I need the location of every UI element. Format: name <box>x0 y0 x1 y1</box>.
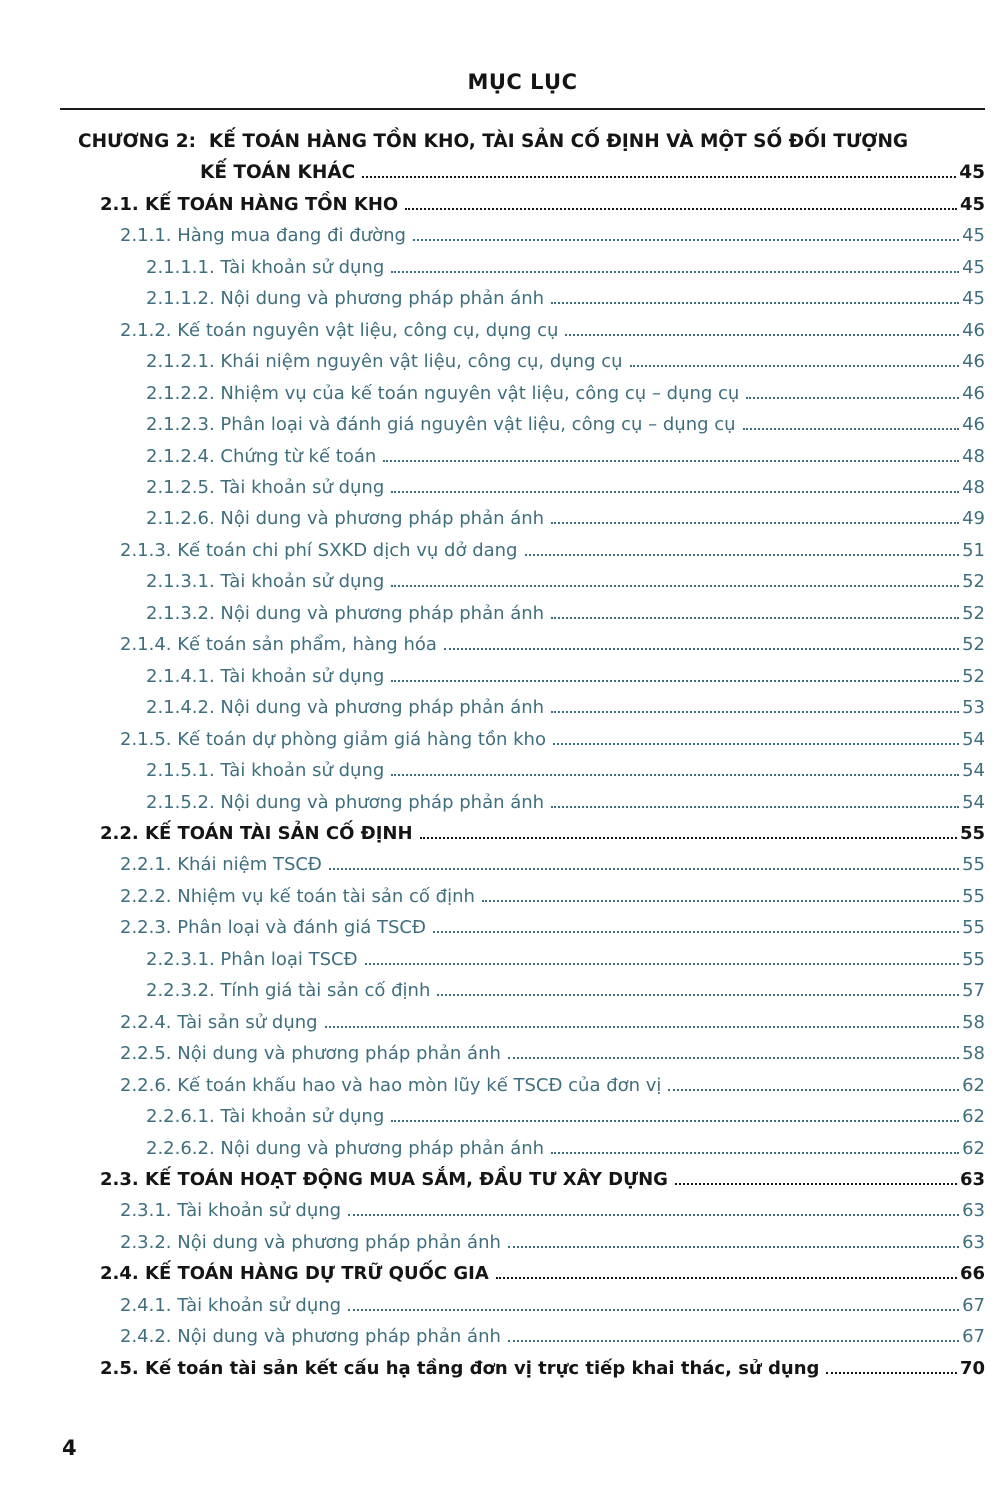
leader-dots <box>551 1152 959 1154</box>
toc-entry <box>146 252 985 283</box>
toc-entry <box>146 346 985 377</box>
toc-page-number: 52 <box>962 634 985 656</box>
toc-page-number: 54 <box>962 760 985 782</box>
leader-dots <box>565 334 959 336</box>
toc-page-number: 51 <box>962 539 985 561</box>
toc-entry-label: 2.2.5. Nội dung và phương pháp phản ánh <box>120 1043 501 1065</box>
toc-entry <box>120 849 985 880</box>
toc-entry-label: 2.1.5.1. Tài khoản sử dụng <box>146 760 385 782</box>
toc-entry <box>146 409 985 440</box>
header-divider <box>60 108 985 110</box>
toc-entry-label: 2.2.1. Khái niệm TSCĐ <box>120 854 322 876</box>
toc-page-number: 45 <box>959 162 985 184</box>
toc-entry <box>146 661 985 692</box>
toc-entry-label: 2.1.2.4. Chứng từ kế toán <box>146 445 377 467</box>
toc-entry-label: KẾ TOÁN KHÁC <box>200 162 356 184</box>
toc-entry-label: 2.1.4.2. Nội dung và phương pháp phản ánh <box>146 697 545 719</box>
toc-entry <box>146 472 985 503</box>
leader-dots <box>362 176 956 178</box>
toc-page-number: 63 <box>959 1168 985 1190</box>
leader-dots <box>391 680 959 682</box>
leader-dots <box>348 1309 959 1311</box>
toc-entry-label: 2.1. KẾ TOÁN HÀNG TỒN KHO <box>100 193 399 215</box>
footer-page-number: 4 <box>62 1436 77 1460</box>
toc-entry <box>100 189 985 220</box>
toc-page-number: 54 <box>962 728 985 750</box>
toc-entry <box>146 566 985 597</box>
toc-page-number: 63 <box>962 1231 985 1253</box>
toc-page-number: 45 <box>962 256 985 278</box>
toc-page-number: 52 <box>962 571 985 593</box>
toc-entry <box>120 1007 985 1038</box>
toc-entry-label: 2.1.3. Kế toán chi phí SXKD dịch vụ dở dang <box>120 539 518 561</box>
leader-dots <box>508 1246 959 1248</box>
leader-dots <box>668 1089 959 1091</box>
toc-page-number: 48 <box>962 445 985 467</box>
toc-page-number: 54 <box>962 791 985 813</box>
toc-page-number: 46 <box>962 382 985 404</box>
toc-page-number: 45 <box>962 225 985 247</box>
toc-entry-label: 2.1.4. Kế toán sản phẩm, hàng hóa <box>120 634 437 656</box>
toc-entry <box>146 787 985 818</box>
toc-page-number: 53 <box>962 697 985 719</box>
toc-entry <box>120 1038 985 1069</box>
toc-page-number: 49 <box>962 508 985 530</box>
leader-dots <box>508 1340 959 1342</box>
leader-dots <box>391 491 959 493</box>
toc-entry-label: 2.2.2. Nhiệm vụ kế toán tài sản cố định <box>120 885 475 907</box>
leader-dots <box>437 994 959 996</box>
toc-entry <box>146 378 985 409</box>
toc-entry-label: 2.1.2.3. Phân loại và đánh giá nguyên vật liệu, công cụ – dụng cụ <box>146 414 736 436</box>
toc-page-number: 52 <box>962 665 985 687</box>
toc-page-number: 67 <box>962 1326 985 1348</box>
toc-entry <box>100 818 985 849</box>
toc-entry-label: 2.1.2.1. Khái niệm nguyên vật liệu, công cụ, dụng cụ <box>146 351 623 373</box>
toc-entry <box>120 315 985 346</box>
toc-entry <box>100 1258 985 1289</box>
page-title: MỤC LỤC <box>467 70 578 94</box>
toc-entry-label: 2.1.2. Kế toán nguyên vật liệu, công cụ, dụng cụ <box>120 319 559 341</box>
leader-dots <box>325 1026 959 1028</box>
toc-entry-label: 2.1.3.1. Tài khoản sử dụng <box>146 571 385 593</box>
toc-entry <box>146 975 985 1006</box>
toc-entry-label: 2.2.4. Tài sản sử dụng <box>120 1011 318 1033</box>
leader-dots <box>433 931 959 933</box>
toc-entry <box>100 1353 985 1384</box>
toc-page-number: 62 <box>962 1106 985 1128</box>
toc-page-number: 58 <box>962 1011 985 1033</box>
toc-entry-label: 2.2.6.2. Nội dung và phương pháp phản ánh <box>146 1137 545 1159</box>
toc-entry <box>120 1227 985 1258</box>
leader-dots <box>551 302 959 304</box>
toc-entry-label: 2.5. Kế toán tài sản kết cấu hạ tầng đơn vị trực tiếp khai thác, sử dụng <box>100 1357 820 1379</box>
leader-dots <box>551 806 959 808</box>
leader-dots <box>553 743 959 745</box>
toc-page-number: 45 <box>959 193 985 215</box>
toc-entry-label: 2.1.2.2. Nhiệm vụ của kế toán nguyên vật liệu, công cụ – dụng cụ <box>146 382 740 404</box>
toc-page-number: 55 <box>962 885 985 907</box>
leader-dots <box>329 868 959 870</box>
toc-entry-label: 2.2.3.1. Phân loại TSCĐ <box>146 948 358 970</box>
leader-dots <box>675 1183 957 1185</box>
toc-page-number: 58 <box>962 1043 985 1065</box>
toc-page-number: 63 <box>962 1200 985 1222</box>
toc-entry-label: 2.1.1.2. Nội dung và phương pháp phản ánh <box>146 288 545 310</box>
leader-dots <box>551 617 959 619</box>
leader-dots <box>405 208 957 210</box>
leader-dots <box>391 774 959 776</box>
toc-entry <box>120 1321 985 1352</box>
toc-entry-label: 2.4.2. Nội dung và phương pháp phản ánh <box>120 1326 501 1348</box>
toc-entry-label: 2.1.4.1. Tài khoản sử dụng <box>146 665 385 687</box>
leader-dots <box>420 837 957 839</box>
toc-entry <box>146 598 985 629</box>
leader-dots <box>826 1372 957 1374</box>
toc-page-number: 46 <box>962 319 985 341</box>
toc-page-number: 62 <box>962 1074 985 1096</box>
toc-entry <box>120 629 985 660</box>
toc-entry <box>78 126 985 157</box>
leader-dots <box>508 1057 959 1059</box>
toc-entry-label: 2.1.5.2. Nội dung và phương pháp phản ánh <box>146 791 545 813</box>
leader-dots <box>348 1214 959 1216</box>
toc-entry-label: 2.1.2.6. Nội dung và phương pháp phản ánh <box>146 508 545 530</box>
leader-dots <box>365 963 960 965</box>
toc-page-number: 46 <box>962 414 985 436</box>
toc-entry-label: 2.3.2. Nội dung và phương pháp phản ánh <box>120 1231 501 1253</box>
toc-entry-label: 2.2.3. Phân loại và đánh giá TSCĐ <box>120 917 426 939</box>
toc-entry-label: 2.1.1.1. Tài khoản sử dụng <box>146 256 385 278</box>
toc-entry <box>146 503 985 534</box>
page-header <box>60 70 985 94</box>
toc-entry <box>146 1101 985 1132</box>
toc-list <box>60 126 985 1384</box>
toc-entry <box>120 881 985 912</box>
toc-entry-label: 2.2.6. Kế toán khấu hao và hao mòn lũy kế TSCĐ của đơn vị <box>120 1074 662 1096</box>
toc-entry <box>146 283 985 314</box>
toc-entry <box>120 220 985 251</box>
toc-entry-label: 2.1.1. Hàng mua đang đi đường <box>120 225 406 247</box>
toc-entry-label: 2.4. KẾ TOÁN HÀNG DỰ TRỮ QUỐC GIA <box>100 1263 489 1285</box>
toc-page-number: 48 <box>962 476 985 498</box>
leader-dots <box>383 460 959 462</box>
toc-entry <box>146 944 985 975</box>
leader-dots <box>551 522 959 524</box>
toc-page-number: 57 <box>962 980 985 1002</box>
toc-entry-label: 2.3. KẾ TOÁN HOẠT ĐỘNG MUA SẮM, ĐẦU TƯ XÂY DỰNG <box>100 1168 668 1190</box>
toc-page-number: 67 <box>962 1294 985 1316</box>
toc-entry <box>146 755 985 786</box>
toc-page-number: 55 <box>962 854 985 876</box>
leader-dots <box>391 271 959 273</box>
toc-entry <box>120 1290 985 1321</box>
toc-entry <box>120 1070 985 1101</box>
leader-dots <box>746 397 959 399</box>
leader-dots <box>630 365 960 367</box>
toc-page-number: 55 <box>959 822 985 844</box>
leader-dots <box>391 1120 959 1122</box>
leader-dots <box>743 428 960 430</box>
toc-entry <box>120 1195 985 1226</box>
toc-page-number: 45 <box>962 288 985 310</box>
toc-page-number: 46 <box>962 351 985 373</box>
toc-entry-label: CHƯƠNG 2: KẾ TOÁN HÀNG TỒN KHO, TÀI SẢN CỐ ĐỊNH VÀ MỘT SỐ ĐỐI TƯỢNG <box>78 131 909 152</box>
toc-entry-label: 2.4.1. Tài khoản sử dụng <box>120 1294 342 1316</box>
leader-dots <box>496 1277 957 1279</box>
toc-page-number: 55 <box>962 917 985 939</box>
leader-dots <box>482 900 959 902</box>
toc-page-number: 55 <box>962 948 985 970</box>
toc-entry <box>120 724 985 755</box>
toc-entry <box>120 535 985 566</box>
leader-dots <box>444 648 959 650</box>
toc-entry-label: 2.2.3.2. Tính giá tài sản cố định <box>146 980 431 1002</box>
leader-dots <box>551 711 959 713</box>
toc-entry-label: 2.1.3.2. Nội dung và phương pháp phản ánh <box>146 602 545 624</box>
toc-entry <box>100 1164 985 1195</box>
leader-dots <box>525 554 960 556</box>
toc-page-number: 62 <box>962 1137 985 1159</box>
toc-entry-label: 2.1.2.5. Tài khoản sử dụng <box>146 476 385 498</box>
toc-page-number: 52 <box>962 602 985 624</box>
leader-dots <box>413 239 959 241</box>
toc-page-number: 66 <box>959 1263 985 1285</box>
toc-entry <box>146 441 985 472</box>
toc-entry <box>120 912 985 943</box>
toc-entry-label: 2.3.1. Tài khoản sử dụng <box>120 1200 342 1222</box>
toc-entry <box>146 692 985 723</box>
leader-dots <box>391 585 959 587</box>
toc-entry-label: 2.2.6.1. Tài khoản sử dụng <box>146 1106 385 1128</box>
toc-entry <box>200 157 985 188</box>
toc-entry <box>146 1133 985 1164</box>
toc-entry-label: 2.2. KẾ TOÁN TÀI SẢN CỐ ĐỊNH <box>100 822 413 844</box>
toc-entry-label: 2.1.5. Kế toán dự phòng giảm giá hàng tồn kho <box>120 728 546 750</box>
toc-page-number: 70 <box>959 1357 985 1379</box>
